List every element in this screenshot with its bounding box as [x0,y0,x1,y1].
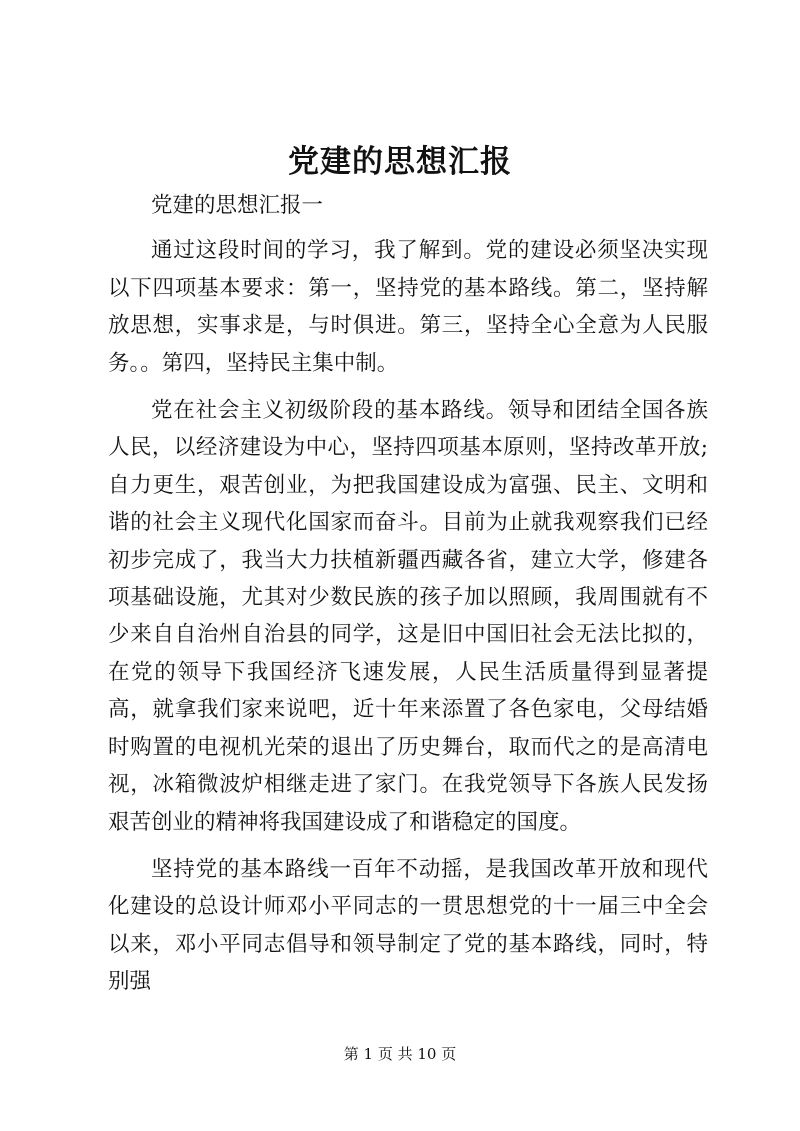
document-body [108,187,708,1011]
page-number-footer: 第 1 页 共 10 页 [343,1045,457,1063]
section-heading: 党建的思想汇报一 [151,193,324,218]
document-title: 党建的思想汇报 [288,144,512,180]
paragraph-2: 党在社会主义初级阶段的基本路线。领导和团结全国各族人民，以经济建设为中心，坚持四项基本原则，坚持改革开放;自力更生，艰苦创业，为把我国建设成为富强、民主、文明和谐的社会主义现代化国家而奋斗。目前为止就我观察我们已经初步完成了，我当大力扶植新疆西藏各省，建立大学，修建各项基础设施，尤其对少数民族的孩子加以照顾，我周围就有不少来自自治州自治县的同学，这是旧中国旧社会无法比拟的，在党的领导下我国经济飞速发展，人民生活质量得到显著提高，就拿我们家来说吧，近十年来添置了各色家电，父母结婚时购置的电视机光荣的退出了历史舞台，取而代之的是高清电视，冰箱微波炉相继走进了家门。在我党领导下各族人民发扬艰苦创业的精神将我国建设成了和谐稳定的国度。 [108,398,708,835]
paragraph-3: 坚持党的基本路线一百年不动摇，是我国改革开放和现代化建设的总设计师邓小平同志的一贯思想党的十一届三中全会以来，邓小平同志倡导和领导制定了党的基本路线，同时，特别强 [108,856,708,995]
paragraph-1: 通过这段时间的学习，我了解到。党的建设必须坚决实现以下四项基本要求：第一，坚持党的基本路线。第二，坚持解放思想，实事求是，与时俱进。第三，坚持全心全意为人民服务。。第四，坚持民主集中制。 [108,238,708,376]
